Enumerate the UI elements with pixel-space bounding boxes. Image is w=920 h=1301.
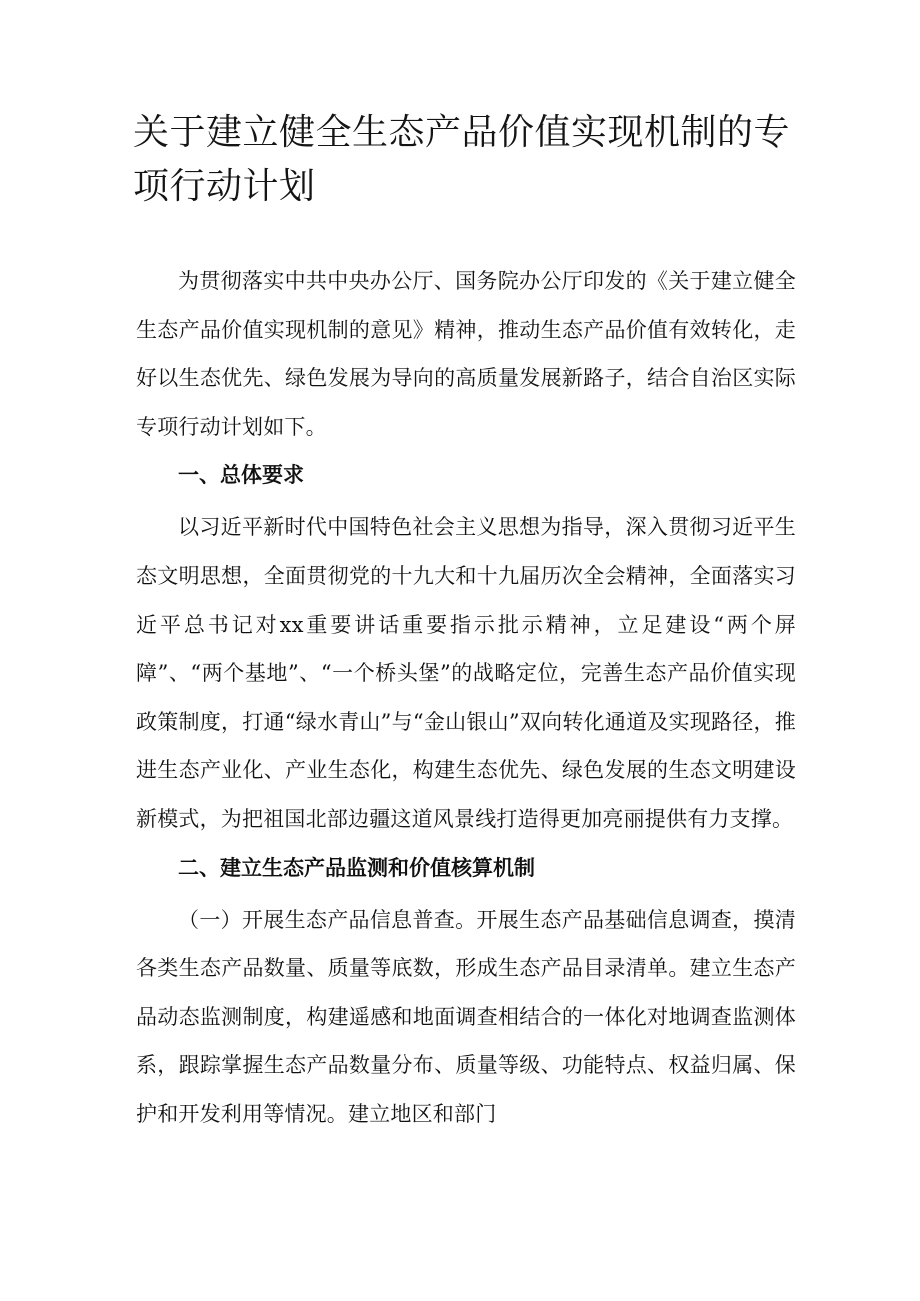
document-title: 关于建立健全生态产品价值实现机制的专项行动计划 [133,112,791,207]
section-heading-monitoring-mechanism: 二、建立生态产品监测和价值核算机制 [178,855,535,880]
document-body [136,257,796,1139]
item-1-paragraph: （一）开展生态产品信息普查。开展生态产品基础信息调查，摸清各类生态产品数量、质量等底数，形成生态产品目录清单。建立生态产品动态监测制度，构建遥感和地面调查相结合的一体化对地调查监测体系，跟踪掌握生态产品数量分布、质量等级、功能特点、权益归属、保护和开发利用等情况。建立地区和部门 [136,907,796,1126]
section-heading-general-requirements: 一、总体要求 [178,463,304,488]
intro-paragraph: 为贯彻落实中共中央办公厅、国务院办公厅印发的《关于建立健全生态产品价值实现机制的意见》精神，推动生态产品价值有效转化，走好以生态优先、绿色发展为导向的高质量发展新路子，结合自治区实际专项行动计划如下。 [136,269,796,439]
general-requirements-paragraph: 以习近平新时代中国特色社会主义思想为指导，深入贯彻习近平生态文明思想，全面贯彻党的十九大和十九届历次全会精神，全面落实习近平总书记对xx重要讲话重要指示批示精神，立足建设“两个屏障”、“两个基地”、“一个桥头堡”的战略定位，完善生态产品价值实现政策制度，打通“绿水青山”与“金山银山”双向转化通道及实现路径，推进生态产业化、产业生态化，构建生态优先、绿色发展的生态文明建设新模式，为把祖国北部边疆这道风景线打造得更加亮丽提供有力支撑。 [136,515,796,831]
